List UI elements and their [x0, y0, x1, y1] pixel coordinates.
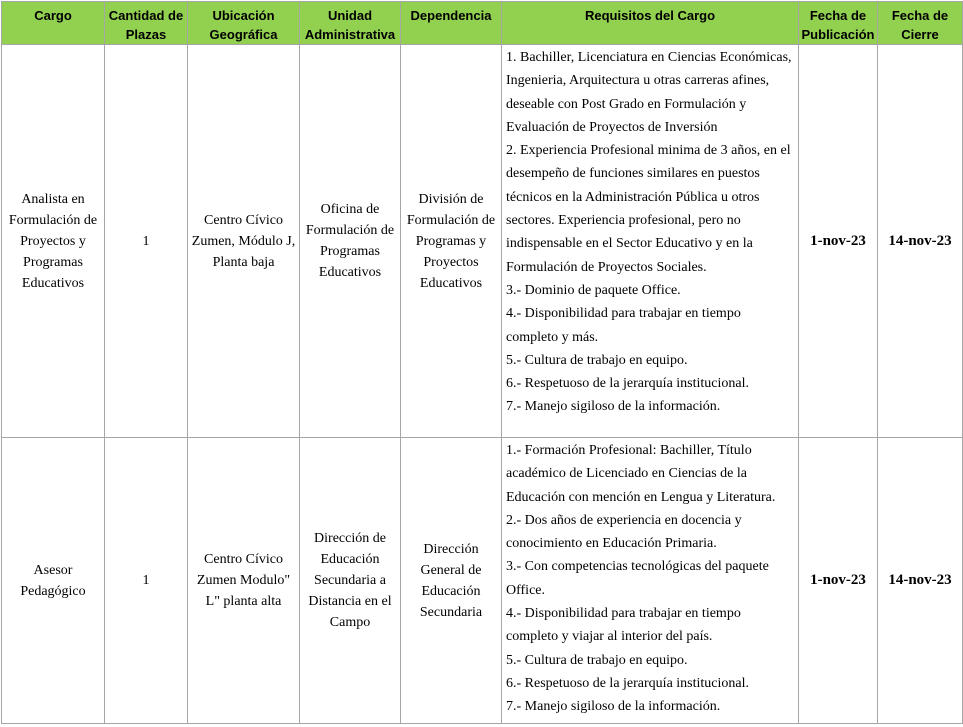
cell-fecha-cierre: 14-nov-23: [878, 438, 963, 724]
header-cantidad: Cantidad de Plazas: [105, 2, 188, 45]
requisito-item: 5.- Cultura de trabajo en equipo.: [506, 352, 688, 368]
cell-requisitos: [502, 45, 799, 438]
header-dependencia: Dependencia: [401, 2, 502, 45]
header-ubicacion: Ubicación Geográfica: [188, 2, 300, 45]
table-row: [2, 438, 963, 724]
cell-ubicacion: Centro Cívico Zumen Modulo" L" planta alta: [188, 438, 300, 724]
requisito-item: 7.- Manejo sigiloso de la información.: [506, 399, 721, 415]
cell-unidad: Oficina de Formulación de Programas Educativos: [300, 45, 401, 438]
header-publicacion: Fecha de Publicación: [799, 2, 878, 45]
requisito-item: 1. Bachiller, Licenciatura en Ciencias Económicas, Ingenieria, Arquitectura u otras carreras afines, deseable con Post Grado en Formulación y Evaluación de Proyectos de Inversión: [506, 50, 792, 135]
requisito-item: 1.- Formación Profesional: Bachiller, Título académico de Licenciado en Ciencias de la Educación con mención en Lengua y Literatura.: [506, 443, 776, 505]
header-cargo: Cargo: [2, 2, 105, 45]
cell-fecha-publicacion: 1-nov-23: [799, 438, 878, 724]
cell-unidad: Dirección de Educación Secundaria a Distancia en el Campo: [300, 438, 401, 724]
requisito-item: 5.- Cultura de trabajo en equipo.: [506, 652, 688, 668]
cell-cantidad: 1: [105, 45, 188, 438]
header-requisitos: Requisitos del Cargo: [502, 2, 799, 45]
requisito-item: 4.- Disponibilidad para trabajar en tiempo completo y más.: [506, 306, 741, 345]
cell-cargo: Asesor Pedagógico: [2, 438, 105, 724]
header-cierre: Fecha de Cierre: [878, 2, 963, 45]
cell-dependencia: Dirección General de Educación Secundaria: [401, 438, 502, 724]
cell-dependencia: División de Formulación de Programas y Proyectos Educativos: [401, 45, 502, 438]
requisito-item: 2.- Dos años de experiencia en docencia y conocimiento en Educación Primaria.: [506, 512, 742, 552]
header-unidad: Unidad Administrativa: [300, 2, 401, 45]
requisito-item: 6.- Respetuoso de la jerarquía institucional.: [506, 675, 749, 691]
table-row: [2, 45, 963, 438]
cell-fecha-cierre: 14-nov-23: [878, 45, 963, 438]
job-postings-table: [1, 1, 963, 724]
header-row: [2, 2, 963, 45]
requisito-item: 3.- Con competencias tecnológicas del paquete Office.: [506, 559, 769, 598]
requisito-item: 4.- Disponibilidad para trabajar en tiempo completo y viajar al interior del país.: [506, 606, 741, 645]
cell-cantidad: 1: [105, 438, 188, 724]
cell-cargo: Analista en Formulación de Proyectos y Programas Educativos: [2, 45, 105, 438]
cell-fecha-publicacion: 1-nov-23: [799, 45, 878, 438]
requisito-item: 2. Experiencia Profesional minima de 3 años, en el desempeño de funciones similares en puestos técnicos en la Administración Pública u otros sectores. Experiencia profesional, pero no indispensable en el Sector Educativo y en la Formulación de Proyectos Sociales.: [506, 143, 791, 275]
cell-ubicacion: Centro Cívico Zumen, Módulo J, Planta baja: [188, 45, 300, 438]
requisito-item: 3.- Dominio de paquete Office.: [506, 282, 681, 298]
requisito-item: 6.- Respetuoso de la jerarquía institucional.: [506, 376, 749, 392]
requisito-item: 7.- Manejo sigiloso de la información.: [506, 699, 721, 715]
cell-requisitos: [502, 438, 799, 724]
